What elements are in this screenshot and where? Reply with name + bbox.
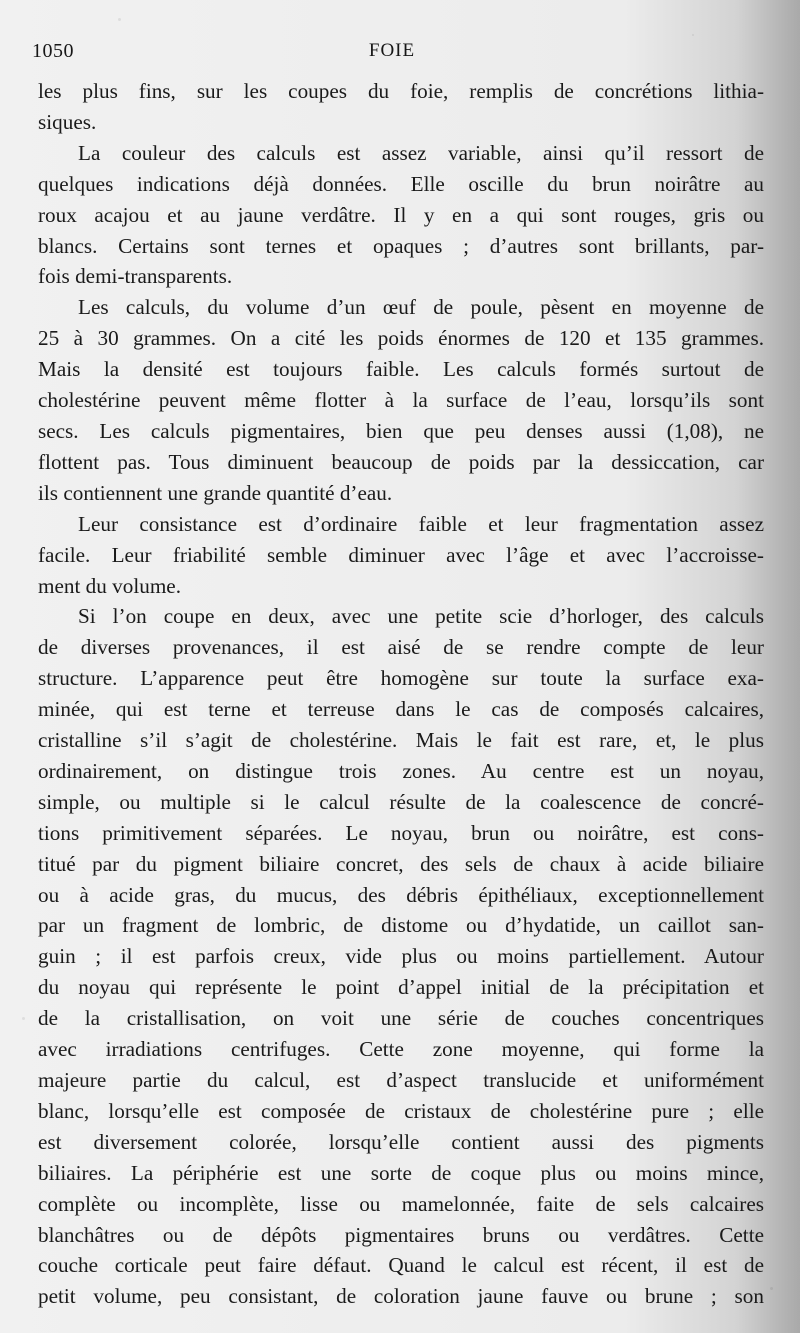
text-line: les plus fins, sur les coupes du foie, remplis de concrétions lithia- [38,79,764,103]
text-line: biliaires. La périphérie est une sorte de coque plus ou moins mince, [38,1160,764,1185]
text-line: par un fragment de lombric, de distome ou d’hydatide, un caillot san- [38,913,764,938]
text-line: quelques indications déjà données. Elle oscille du brun noirâtre au [38,171,764,196]
text-line: secs. Les calculs pigmentaires, bien que peu denses aussi (1,08), ne [38,418,764,443]
text-line: titué par du pigment biliaire concret, des sels de chaux à acide biliaire [38,851,764,876]
text-line: ment du volume. [38,573,181,598]
body-text [38,76,764,1312]
paper-speckle [770,1287,773,1290]
text-line: ordinairement, on distingue trois zones. Au centre est un noyau, [38,758,764,783]
page-header [32,40,752,70]
text-line: Si l’on coupe en deux, avec une petite scie d’horloger, des calculs [78,604,764,629]
paper-speckle [22,1017,25,1020]
text-line: 25 à 30 grammes. On a cité les poids énormes de 120 et 135 grammes. [38,326,764,351]
text-line: cholestérine peuvent même flotter à la surface de l’eau, lorsqu’ils sont [38,388,764,413]
text-line: avec irradiations centrifuges. Cette zone moyenne, qui forme la [38,1037,764,1062]
paper-speckle [692,34,694,36]
running-title: FOIE [368,40,416,61]
text-line: couche corticale peut faire défaut. Quand le calcul est récent, il est de [38,1253,764,1278]
text-line: fois demi-transparents. [38,264,233,289]
text-line: roux acajou et au jaune verdâtre. Il y en a qui sont rouges, gris ou [38,202,764,227]
text-line: Leur consistance est d’ordinaire faible et leur fragmentation assez [78,511,764,536]
text-line: siques. [38,109,97,134]
text-line: majeure partie du calcul, est d’aspect translucide et uniformément [38,1068,764,1092]
text-line: facile. Leur friabilité semble diminuer avec l’âge et avec l’accroisse- [38,542,764,567]
text-line: structure. L’apparence peut être homogène sur toute la surface exa- [38,666,764,691]
text-line: de la cristallisation, on voit une série de couches concentriques [38,1006,764,1031]
text-line: du noyau qui représente le point d’appel initial de la précipitation et [38,975,764,1000]
text-line: La couleur des calculs est assez variable, ainsi qu’il ressort de [78,140,764,165]
text-line: ils contiennent une grande quantité d’eau. [38,480,393,505]
text-line: blanchâtres ou de dépôts pigmentaires bruns ou verdâtres. Cette [38,1222,764,1247]
text-line: tions primitivement séparées. Le noyau, brun ou noirâtre, est cons- [38,820,764,845]
text-line: cristalline s’il s’agit de cholestérine. Mais le fait est rare, et, le plus [38,728,764,753]
text-line: ou à acide gras, du mucus, des débris épithéliaux, exceptionnellement [38,882,764,907]
text-line: Les calculs, du volume d’un œuf de poule, pèsent en moyenne de [78,295,764,320]
text-line: blanc, lorsqu’elle est composée de cristaux de cholestérine pure ; elle [38,1098,764,1123]
paper-speckle [118,18,121,21]
text-line: flottent pas. Tous diminuent beaucoup de poids par la dessiccation, car [38,449,764,474]
text-line: petit volume, peu consistant, de coloration jaune fauve ou brune ; son [38,1284,764,1309]
text-line: est diversement colorée, lorsqu’elle contient aussi des pigments [38,1129,764,1154]
text-line: blancs. Certains sont ternes et opaques ; d’autres sont brillants, par- [38,233,764,258]
text-line: simple, ou multiple si le calcul résulte de la coalescence de concré- [38,789,764,814]
page-number: 1050 [32,40,74,62]
text-line: Mais la densité est toujours faible. Les calculs formés surtout de [38,357,764,382]
text-line: complète ou incomplète, lisse ou mamelonnée, faite de sels calcaires [38,1191,764,1216]
text-line: minée, qui est terne et terreuse dans le cas de composés calcaires, [38,697,764,722]
text-line: guin ; il est parfois creux, vide plus ou moins partiellement. Autour [38,944,764,969]
text-line: de diverses provenances, il est aisé de se rendre compte de leur [38,635,764,660]
